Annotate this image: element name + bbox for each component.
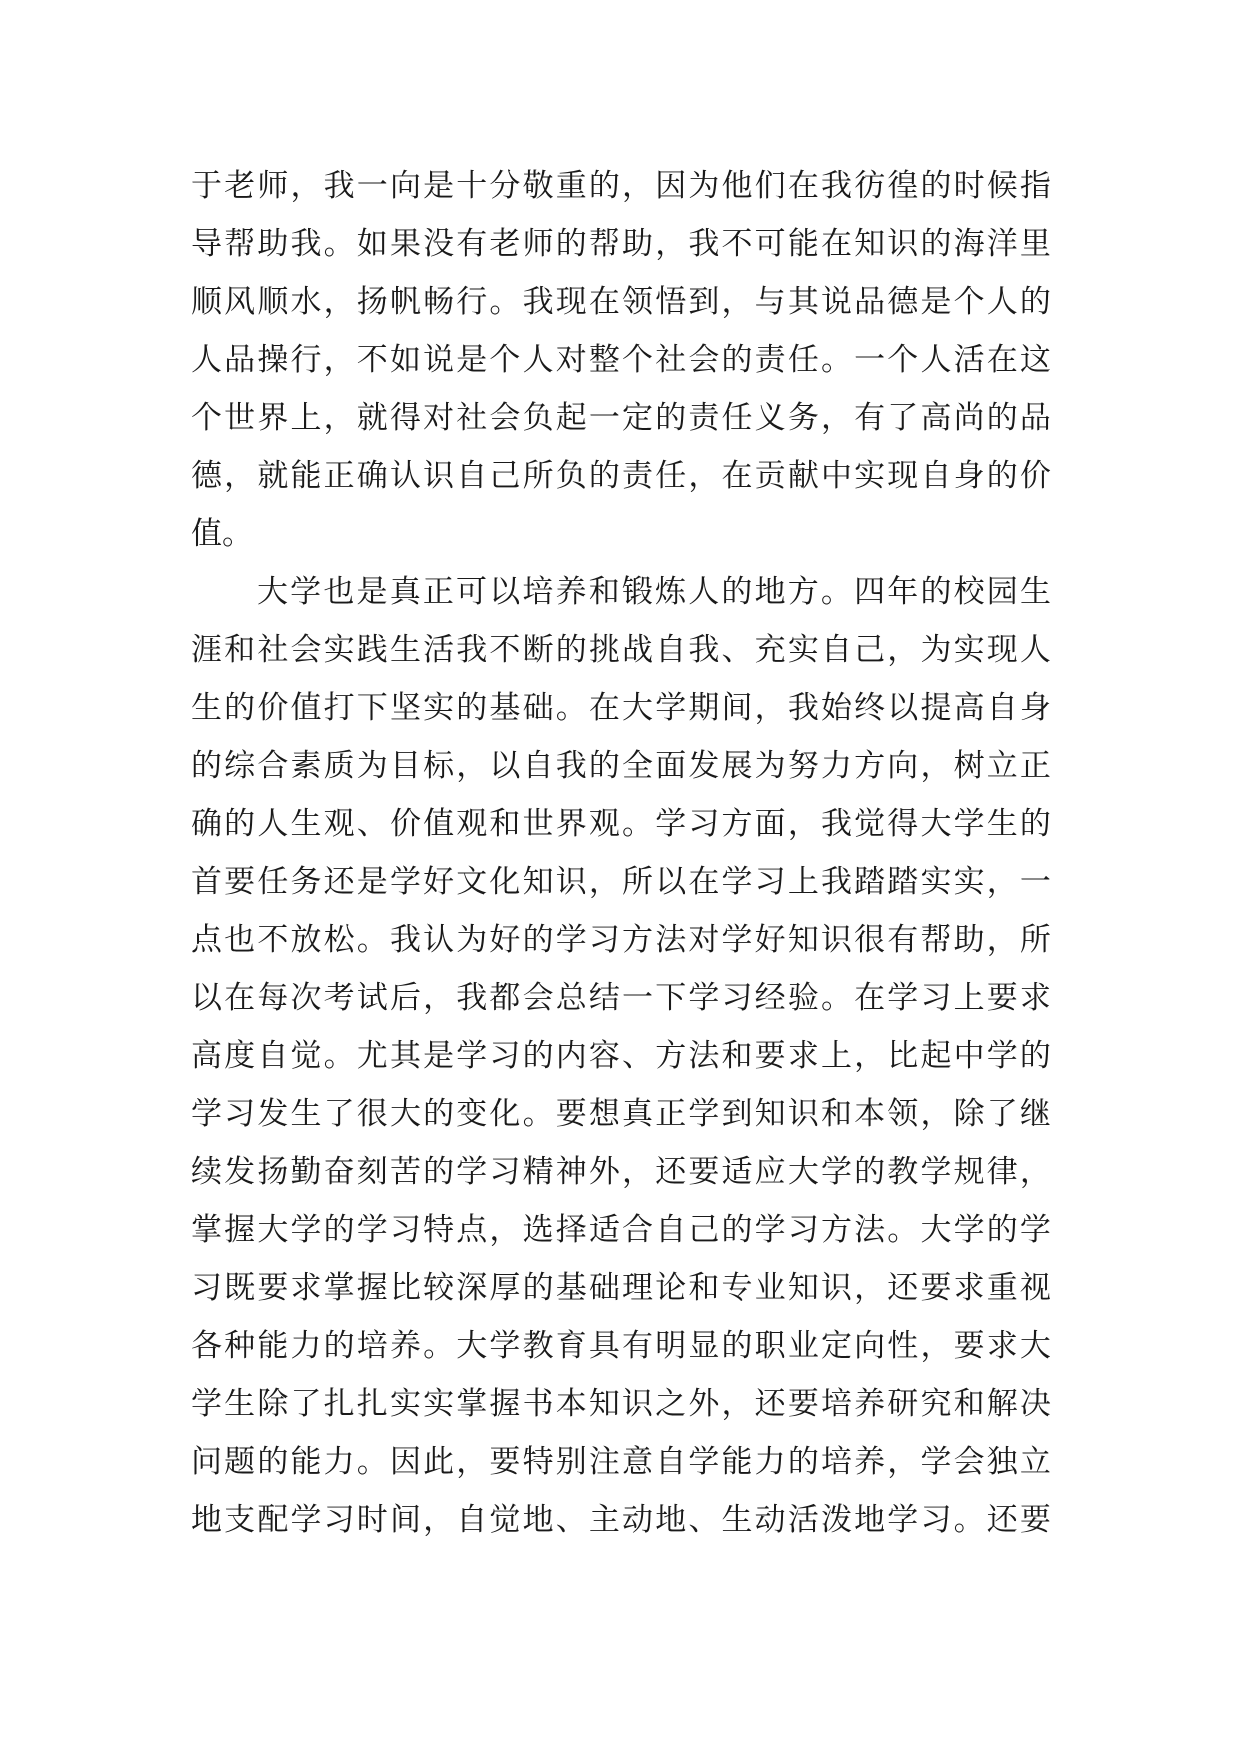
text-line: 涯 和 社 会 实 践 生 活 我 不 断 的 挑 战 自 我 、 充 实 自 己 ， 为 实 现 人 xyxy=(191,632,1051,668)
text-line: 续 发 扬 勤 奋 刻 苦 的 学 习 精 神 外 ， 还 要 适 应 大 学 的 教 学 规 律 ， xyxy=(191,1154,1051,1190)
text-line: 习 既 要 求 掌 握 比 较 深 厚 的 基 础 理 论 和 专 业 知 识 ， 还 要 求 重 视 xyxy=(191,1270,1051,1306)
text-line: 导 帮 助 我 。 如 果 没 有 老 师 的 帮 助 ， 我 不 可 能 在 知 识 的 海 洋 里 xyxy=(191,226,1051,262)
text-line: 学 习 发 生 了 很 大 的 变 化 。 要 想 真 正 学 到 知 识 和 本 领 ， 除 了 继 xyxy=(191,1096,1051,1132)
text-line: 确 的 人 生 观 、 价 值 观 和 世 界 观 。 学 习 方 面 ， 我 觉 得 大 学 生 的 xyxy=(191,806,1051,842)
text-line: 于 老 师 ， 我 一 向 是 十 分 敬 重 的 ， 因 为 他 们 在 我 彷 徨 的 时 候 指 xyxy=(191,168,1051,204)
document-body xyxy=(191,157,1051,1549)
text-line: 掌 握 大 学 的 学 习 特 点 ， 选 择 适 合 自 己 的 学 习 方 法 。 大 学 的 学 xyxy=(191,1212,1051,1248)
text-line: 点 也 不 放 松 。 我 认 为 好 的 学 习 方 法 对 学 好 知 识 很 有 帮 助 ， 所 xyxy=(191,922,1051,958)
text-line: 首 要 任 务 还 是 学 好 文 化 知 识 ， 所 以 在 学 习 上 我 踏 踏 实 实 ， 一 xyxy=(191,864,1051,900)
text-line: 学 生 除 了 扎 扎 实 实 掌 握 书 本 知 识 之 外 ， 还 要 培 养 研 究 和 解 决 xyxy=(191,1386,1051,1422)
text-line: 生 的 价 值 打 下 坚 实 的 基 础 。 在 大 学 期 间 ， 我 始 终 以 提 高 自 身 xyxy=(191,690,1051,726)
text-line: 个 世 界 上 ， 就 得 对 社 会 负 起 一 定 的 责 任 义 务 ， 有 了 高 尚 的 品 xyxy=(191,400,1051,436)
text-line: 各 种 能 力 的 培 养 。 大 学 教 育 具 有 明 显 的 职 业 定 向 性 ， 要 求 大 xyxy=(191,1328,1051,1364)
paragraph xyxy=(191,563,1051,1549)
text-line: 高 度 自 觉 。 尤 其 是 学 习 的 内 容 、 方 法 和 要 求 上 ， 比 起 中 学 的 xyxy=(191,1038,1051,1074)
text-line: 地 支 配 学 习 时 间 ， 自 觉 地 、 主 动 地 、 生 动 活 泼 地 学 习 。 还 要 xyxy=(191,1502,1051,1538)
text-line: 大 学 也 是 真 正 可 以 培 养 和 锻 炼 人 的 地 方 。 四 年 的 校 园 生 xyxy=(257,574,1051,610)
paragraph xyxy=(191,157,1051,563)
text-line: 德 ， 就 能 正 确 认 识 自 己 所 负 的 责 任 ， 在 贡 献 中 实 现 自 身 的 价 xyxy=(191,458,1051,494)
text-line: 顺 风 顺 水 ， 扬 帆 畅 行 。 我 现 在 领 悟 到 ， 与 其 说 品 德 是 个 人 的 xyxy=(191,284,1051,320)
text-line: 人 品 操 行 ， 不 如 说 是 个 人 对 整 个 社 会 的 责 任 。 一 个 人 活 在 这 xyxy=(191,342,1051,378)
text-line: 值 。 xyxy=(191,516,253,552)
text-line: 的 综 合 素 质 为 目 标 ， 以 自 我 的 全 面 发 展 为 努 力 方 向 ， 树 立 正 xyxy=(191,748,1051,784)
text-line: 以 在 每 次 考 试 后 ， 我 都 会 总 结 一 下 学 习 经 验 。 在 学 习 上 要 求 xyxy=(191,980,1051,1016)
text-line: 问 题 的 能 力 。 因 此 ， 要 特 别 注 意 自 学 能 力 的 培 养 ， 学 会 独 立 xyxy=(191,1444,1051,1480)
